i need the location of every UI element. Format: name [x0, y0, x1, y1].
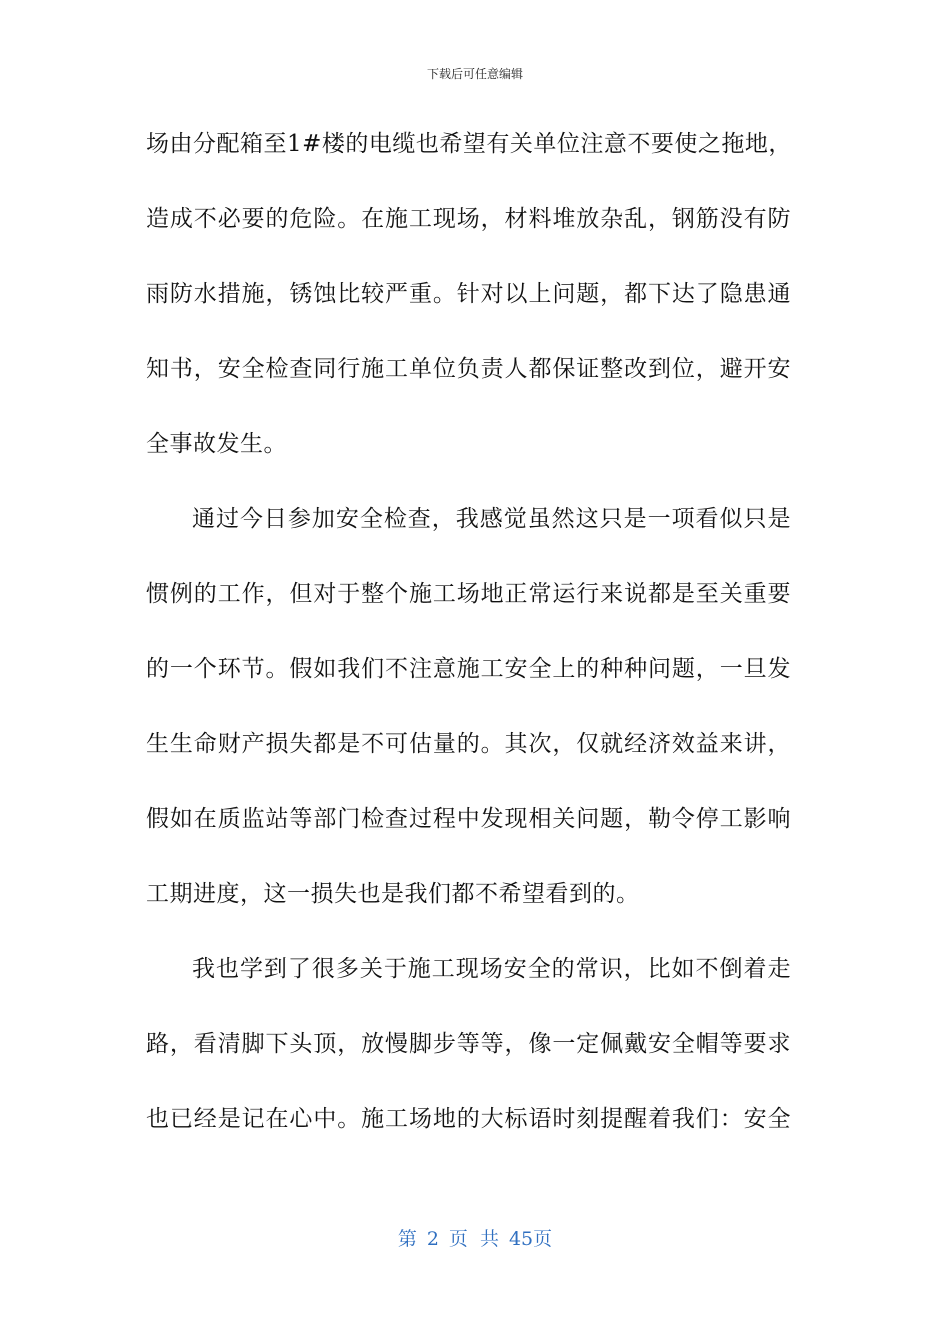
- page-footer: [0, 1226, 950, 1252]
- text-line: 我也学到了很多关于施工现场安全的常识，比如不倒着走: [192, 956, 791, 982]
- text-line: 造成不必要的危险。在施工现场，材料堆放杂乱，钢筋没有防: [146, 206, 791, 232]
- footer-middle: 页 共: [448, 1228, 499, 1250]
- current-page-number: 2: [426, 1228, 439, 1250]
- text-line: 惯例的工作，但对于整个施工场地正常运行来说都是至关重要: [146, 581, 791, 607]
- footer-prefix: 第: [397, 1228, 417, 1250]
- text-line: 通过今日参加安全检查，我感觉虽然这只是一项看似只是: [192, 506, 791, 532]
- page-header: 下载后可任意编辑: [426, 67, 523, 81]
- text-line: 生生命财产损失都是不可估量的。其次，仅就经济效益来讲，: [146, 731, 791, 757]
- text-line: 场由分配箱至1#楼的电缆也希望有关单位注意不要使之拖地，: [146, 131, 792, 157]
- text-line: 全事故发生。: [146, 431, 287, 457]
- text-line: 工期进度，这一损失也是我们都不希望看到的。: [146, 881, 640, 907]
- text-line: 路，看清脚下头顶，放慢脚步等等，像一定佩戴安全帽等要求: [146, 1031, 791, 1057]
- text-line: 也已经是记在心中。施工场地的大标语时刻提醒着我们：安全: [146, 1106, 791, 1132]
- footer-suffix: 页: [533, 1228, 553, 1250]
- text-line: 知书，安全检查同行施工单位负责人都保证整改到位，避开安: [146, 356, 791, 382]
- text-line: 的一个环节。假如我们不注意施工安全上的种种问题，一旦发: [146, 656, 791, 682]
- text-line: 假如在质监站等部门检查过程中发现相关问题，勒令停工影响: [146, 806, 791, 832]
- total-page-count: 45: [508, 1228, 534, 1250]
- text-line: 雨防水措施，锈蚀比较严重。针对以上问题，都下达了隐患通: [146, 281, 791, 307]
